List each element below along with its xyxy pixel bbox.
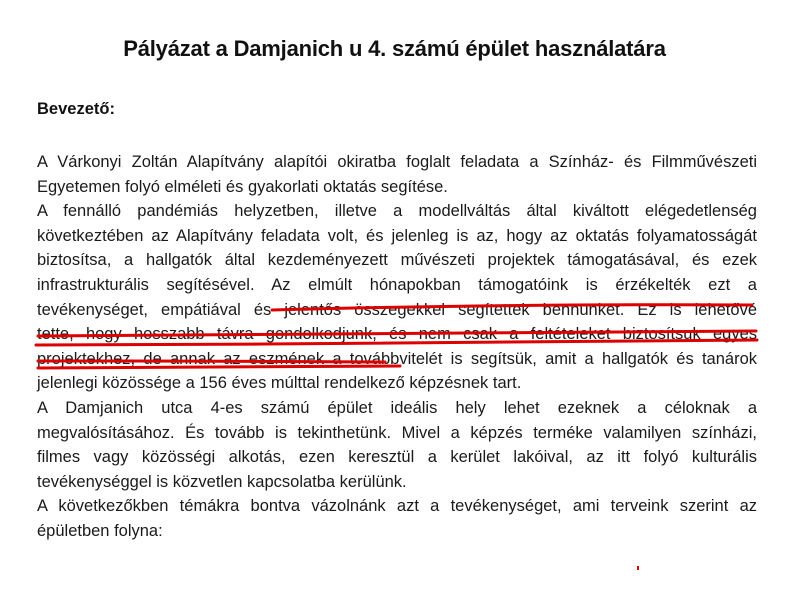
text-line: tevékenységgel is közvetlen kapcsolatba kerülünk. [37,472,407,491]
document-title: Pályázat a Damjanich u 4. számú épület használatára [123,36,666,61]
document-body [37,150,757,544]
text-line: biztosítsa, a hallgatók által kezdeményezett művészeti projektek támogatásával, és ezek [37,251,757,270]
text-line: A Damjanich utca 4-es számú épület ideális hely lehet ezeknek a céloknak a [37,398,757,417]
text-line: Egyetemen folyó elméleti és gyakorlati oktatás segítése. [37,177,448,196]
text-line: A Várkonyi Zoltán Alapítvány alapítói okiratba foglalt feladata a Színház- és Filmművészeti [37,153,757,171]
text-line: A fennálló pandémiás helyzetben, illetve a modellváltás által kiváltott elégedetlenség [37,202,757,221]
text-line: következtében az Alapítvány feladata volt, és jelenleg is az, hogy az oktatás folyamatosságát [37,226,757,245]
text-line: tette, hogy hosszabb távra gondolkodjunk, és nem csak a feltételeket biztosítsuk egyes [37,325,757,344]
text-line: A következőkben témákra bontva vázolnánk azt a tevékenységet, ami terveink szerint az [37,497,757,516]
text-line: jelenlegi közössége a 156 éves múlttal rendelkező képzésnek tart. [37,374,522,393]
section-heading: Bevezető: [37,100,115,118]
text-line: épületben folyna: [37,521,163,540]
text-line: projektekhez, de annak az eszmének a továbbvitelét is segítsük, amit a hallgatók és tanárok [37,349,757,368]
text-line: megvalósításához. És tovább is tekinthetünk. Mivel a képzés terméke valamilyen színházi, [37,423,757,442]
text-line: infrastrukturális segítésével. Az elmúlt hónapokban támogatóink is érzékelték ezt a [37,275,757,294]
red-mark [637,566,639,570]
text-line: tevékenységet, empátiával és jelentős összegekkel segítettek bennünket. Ez is lehetővé [37,300,757,319]
text-line: filmes vagy közösségi alkotás, ezen keresztül a kerület lakóival, az itt folyó kulturális [37,448,757,467]
